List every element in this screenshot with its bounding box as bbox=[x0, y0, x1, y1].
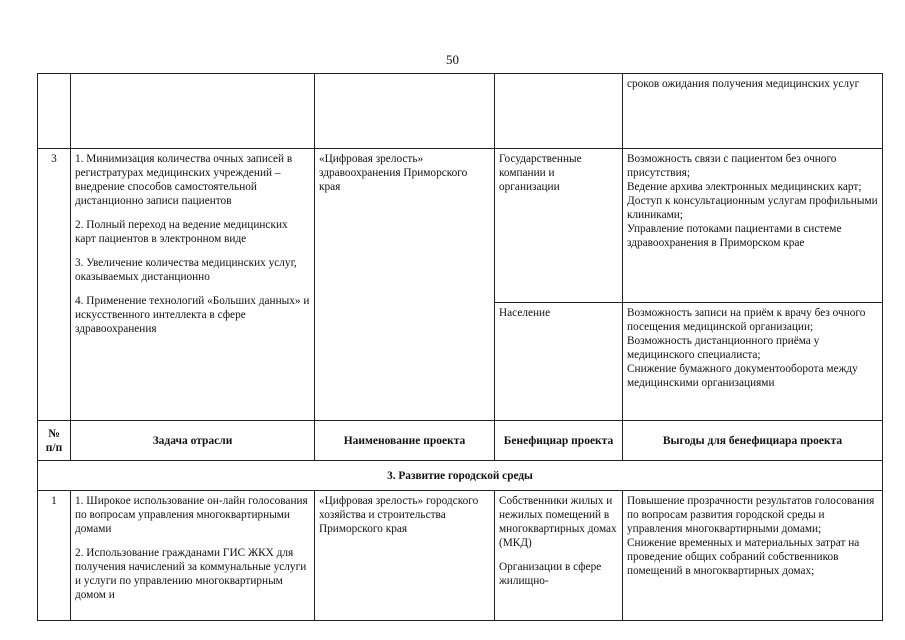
cell-benefits bbox=[623, 149, 883, 303]
table-row bbox=[38, 491, 883, 621]
cell-project: «Цифровая зрелость» городского хозяйства и строительства Приморского края bbox=[315, 491, 495, 621]
task-item: 2. Полный переход на ведение медицинских карт пациентов в электронном виде bbox=[75, 219, 288, 245]
cell-project bbox=[315, 74, 495, 149]
benefits-text: Возможность записи на приём к врачу без очного посещения медицинской организации; Возможность дистанционного приёма у медицинского специалиста; Снижение бумажного документооборота между медицинскими организациями bbox=[627, 307, 866, 389]
benefits-text: сроков ожидания получения медицинских услуг bbox=[627, 78, 860, 90]
cell-beneficiary: Государственные компании и организации bbox=[495, 149, 623, 303]
task-item: 1. Минимизация количества очных записей в регистратурах медицинских учреждений – внедрение способов самостоятельной дистанционно записи пациентов bbox=[75, 153, 293, 207]
header-project: Наименование проекта bbox=[315, 421, 495, 461]
table-row bbox=[38, 149, 883, 303]
cell-beneficiary bbox=[495, 74, 623, 149]
benefits-text: Повышение прозрачности результатов голосования по вопросам развития городской среды и управления многоквартирными домами; Снижение временных и материальных затрат на проведение общих собраний собственников помещений в многоквартирных домах; bbox=[627, 495, 875, 577]
header-num: № п/п bbox=[38, 421, 71, 461]
projects-table bbox=[37, 73, 883, 621]
cell-num: 3 bbox=[38, 149, 71, 421]
section-row bbox=[38, 461, 883, 491]
cell-benefits bbox=[623, 74, 883, 149]
table-header-row bbox=[38, 421, 883, 461]
cell-beneficiary: Население bbox=[495, 303, 623, 421]
cell-project: «Цифровая зрелость» здравоохранения Приморского края bbox=[315, 149, 495, 421]
task-item: 2. Использование гражданами ГИС ЖКХ для получения начислений за коммунальные услуги и услуги по управлению многоквартирным домом и bbox=[75, 547, 307, 601]
table-row bbox=[38, 74, 883, 149]
beneficiary-item: Собственники жилых и нежилых помещений в многоквартирных домах (МКД) bbox=[499, 495, 617, 549]
cell-beneficiary bbox=[495, 491, 623, 621]
cell-task bbox=[71, 74, 315, 149]
task-item: 1. Широкое использование он-лайн голосования по вопросам управления многоквартирными домами bbox=[75, 495, 308, 535]
header-benefits: Выгоды для бенефициара проекта bbox=[623, 421, 883, 461]
cell-benefits bbox=[623, 491, 883, 621]
beneficiary-item: Организации в сфере жилищно- bbox=[499, 561, 602, 587]
cell-task bbox=[71, 491, 315, 621]
benefits-text: Возможность связи с пациентом без очного присутствия; Ведение архива электронных медицинских карт; Доступ к консультационным услугам профильными клиниками; Управление потоками пациентами в системе здравоохранения в Приморском крае bbox=[627, 153, 878, 249]
header-task: Задача отрасли bbox=[71, 421, 315, 461]
cell-num: 1 bbox=[38, 491, 71, 621]
section-title: 3. Развитие городской среды bbox=[38, 461, 883, 491]
header-beneficiary: Бенефициар проекта bbox=[495, 421, 623, 461]
page-number: 50 bbox=[446, 52, 459, 67]
task-item: 4. Применение технологий «Больших данных» и искусственного интеллекта в сфере здравоохранения bbox=[75, 295, 310, 335]
cell-benefits bbox=[623, 303, 883, 421]
cell-num bbox=[38, 74, 71, 149]
cell-task bbox=[71, 149, 315, 421]
task-item: 3. Увеличение количества медицинских услуг, оказываемых дистанционно bbox=[75, 257, 297, 283]
